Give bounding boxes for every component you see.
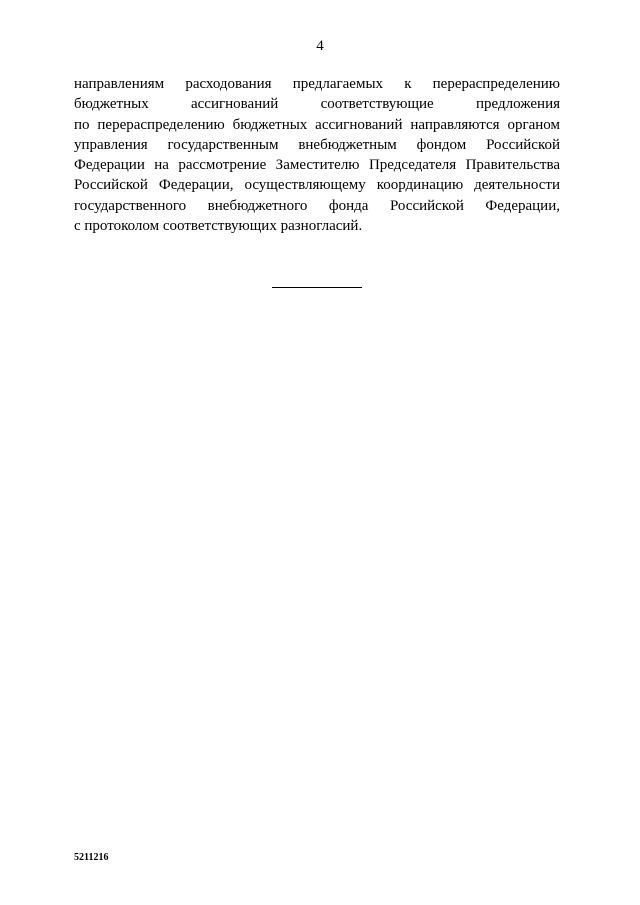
end-separator-line	[272, 287, 362, 288]
text-line: бюджетных ассигнований соответствующие предложения	[74, 96, 560, 113]
text-line: по перераспределению бюджетных ассигнований направляются органом	[74, 116, 560, 133]
text-line: управления государственным внебюджетным фондом Российской	[74, 136, 560, 153]
text-line: Федерации на рассмотрение Заместителю Председателя Правительства	[74, 157, 560, 174]
page-number: 4	[316, 38, 324, 54]
document-code: 5211216	[74, 852, 109, 863]
text-line: государственного внебюджетного фонда Российской Федерации,	[74, 197, 560, 214]
body-paragraph	[74, 74, 560, 236]
text-line: направлениям расходования предлагаемых к перераспределению	[74, 76, 560, 92]
text-line: с протоколом соответствующих разногласий.	[74, 218, 363, 235]
text-line: Российской Федерации, осуществляющему координацию деятельности	[74, 177, 560, 194]
